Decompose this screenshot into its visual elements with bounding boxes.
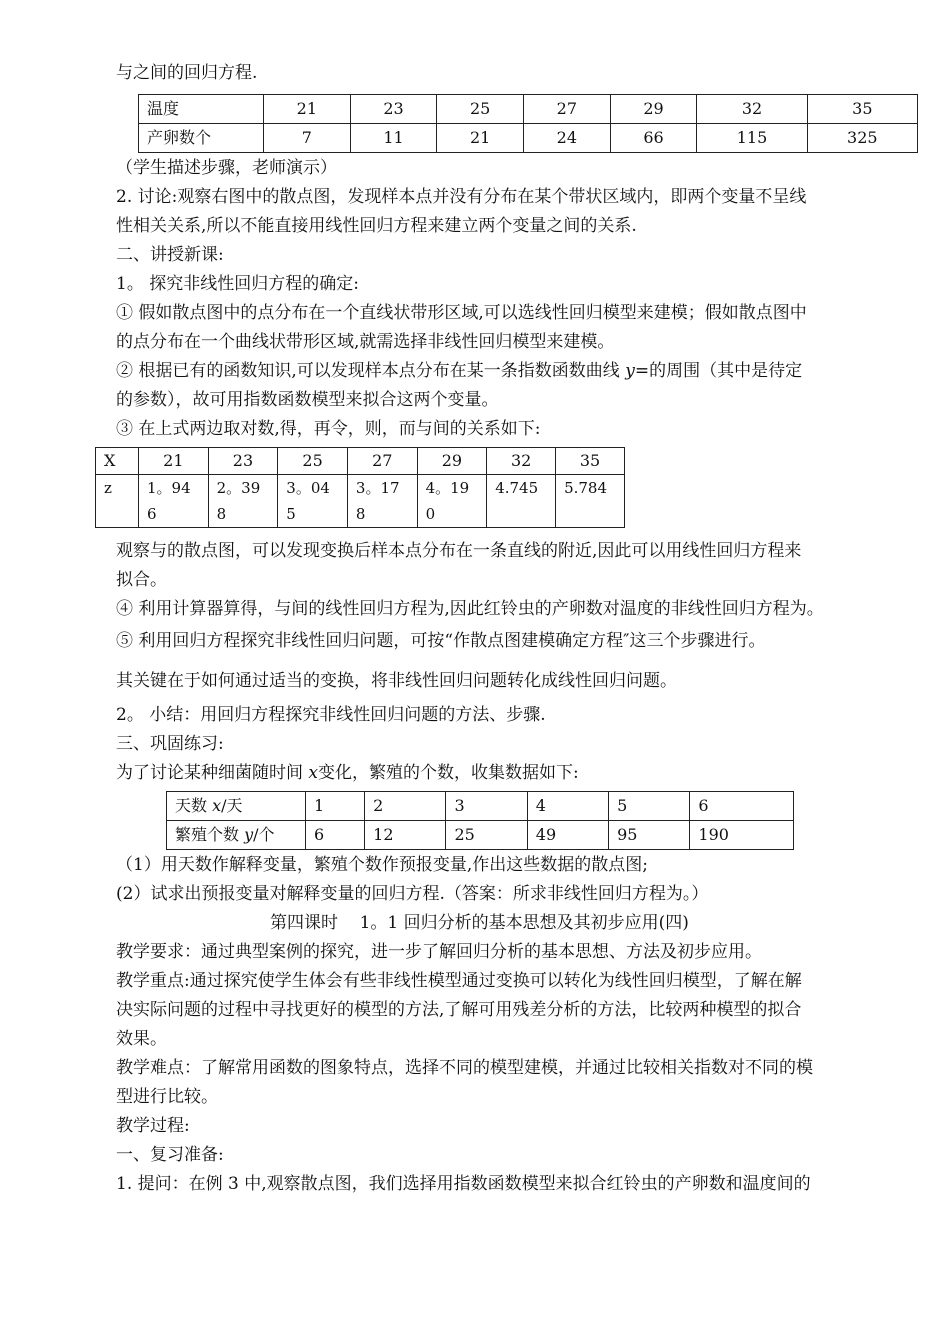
text-line: 拟合。 [116, 570, 167, 590]
cell-line: 5.784 [564, 479, 608, 497]
cell-line: 1。94 [147, 479, 191, 497]
table-cell: 5 [609, 792, 690, 821]
x-z-table [95, 447, 625, 528]
table-cell [556, 475, 625, 528]
text-line: 效果。 [116, 1029, 167, 1049]
table-cell: 1 [306, 792, 365, 821]
text-line [116, 360, 802, 382]
table-cell: 21 [139, 448, 209, 475]
table-cell: 温度 [139, 95, 264, 124]
table-cell [347, 475, 417, 528]
text-line: 与之间的回归方程. [116, 63, 258, 83]
table-cell [208, 475, 278, 528]
table-row [139, 95, 918, 124]
section-heading: 三、巩固练习: [116, 734, 224, 754]
table-row [139, 124, 918, 153]
table-cell: 325 [807, 124, 917, 153]
text-span: 天数 [175, 796, 213, 815]
section-heading: 二、讲授新课: [116, 245, 224, 265]
cell-line: 4。19 [425, 479, 470, 497]
text-line: 1. 提问：在例 3 中,观察散点图，我们选择用指数函数模型来拟合红铃虫的产卵数和温度间的 [116, 1174, 811, 1194]
table-cell [167, 821, 306, 850]
text-line: ① 假如散点图中的点分布在一个直线状带形区域,可以选线性回归模型来建模；假如散点图中 [116, 303, 807, 323]
temperature-egg-table [138, 94, 918, 153]
bacteria-table [166, 791, 794, 850]
text-span: 为了讨论某种细菌随时间 [116, 763, 309, 783]
cell-line: 3。17 [355, 479, 400, 497]
cell-line: 4.745 [495, 479, 539, 497]
text-line: 2。 小结：用回归方程探究非线性回归问题的方法、步骤. [116, 705, 546, 725]
cell-line: 2。39 [216, 479, 261, 497]
table-cell: 32 [487, 448, 556, 475]
table-cell: 27 [524, 95, 611, 124]
table-cell: 190 [690, 821, 794, 850]
cell-line: z [104, 479, 112, 497]
table-row [167, 821, 794, 850]
text-span: /个 [253, 825, 275, 844]
text-line: 观察与的散点图，可以发现变换后样本点分布在一条直线的附近,因此可以用线性回归方程来 [116, 541, 802, 561]
table-cell: 21 [264, 95, 351, 124]
text-line: ⑤ 利用回归方程探究非线性回归问题，可按“作散点图建模确定方程″这三个步骤进行。 [116, 631, 766, 651]
text-line: （学生描述步骤，老师演示） [116, 158, 337, 178]
table-cell: 6 [690, 792, 794, 821]
text-line: 其关键在于如何通过适当的变换，将非线性回归问题转化成线性回归问题。 [116, 671, 677, 691]
text-line: 2. 讨论:观察右图中的散点图，发现样本点并没有分布在某个带状区域内，即两个变量不呈线 [116, 187, 807, 207]
text-span: 繁殖个数 [175, 825, 245, 844]
table-cell: 66 [610, 124, 697, 153]
table-row [96, 475, 625, 528]
table-cell: 32 [697, 95, 807, 124]
text-span: /天 [221, 796, 243, 815]
table-cell: 产卵数个 [139, 124, 264, 153]
text-line: 1。 探究非线性回归方程的确定: [116, 274, 359, 294]
table-cell: 25 [446, 821, 527, 850]
table-cell: 29 [417, 448, 487, 475]
table-cell: 25 [278, 448, 348, 475]
cell-line: 5 [286, 505, 296, 523]
table-cell: 35 [807, 95, 917, 124]
table-cell: 95 [609, 821, 690, 850]
table-cell: 6 [306, 821, 365, 850]
table-cell [487, 475, 556, 528]
table-cell: 23 [350, 95, 437, 124]
table-cell: 25 [437, 95, 524, 124]
math-var: x [308, 763, 318, 783]
cell-line: 8 [216, 505, 227, 523]
table-cell: 24 [524, 124, 611, 153]
table-cell [278, 475, 348, 528]
lesson-title: 第四课时 1。1 回归分析的基本思想及其初步应用(四) [270, 913, 689, 933]
cell-line: 0 [425, 505, 436, 523]
text-line: 决实际问题的过程中寻找更好的模型的方法,了解可用残差分析的方法，比较两种模型的拟合 [116, 1000, 802, 1020]
text-line: 性相关关系,所以不能直接用线性回归方程来建立两个变量之间的关系. [116, 216, 637, 236]
section-heading: 一、复习准备: [116, 1145, 224, 1165]
text-line: 的参数），故可用指数函数模型来拟合这两个变量。 [116, 390, 499, 410]
table-cell: 27 [347, 448, 417, 475]
text-span: =的周围（其中是待定 [634, 361, 803, 381]
text-line: 的点分布在一个曲线状带形区域,就需选择非线性回归模型来建模。 [116, 332, 615, 352]
table-cell: 115 [697, 124, 807, 153]
table-cell: 7 [264, 124, 351, 153]
text-line: ④ 利用计算器算得，与间的线性回归方程为,因此红铃虫的产卵数对温度的非线性回归方程为。 [116, 599, 824, 619]
table-cell [167, 792, 306, 821]
text-line: 教学过程: [116, 1116, 190, 1136]
table-row [96, 448, 625, 475]
math-var: x [212, 796, 222, 815]
table-cell: 23 [208, 448, 278, 475]
table-cell: 3 [446, 792, 527, 821]
cell-line: 3。04 [286, 479, 330, 497]
text-span: ② 根据已有的函数知识,可以发现样本点分布在某一条指数函数曲线 [116, 361, 626, 381]
table-cell [96, 475, 139, 528]
table-cell: 4 [527, 792, 608, 821]
table-cell: X [96, 448, 139, 475]
table-cell: 49 [527, 821, 608, 850]
cell-line: 6 [147, 505, 157, 523]
table-cell: 11 [350, 124, 437, 153]
math-var: y [244, 825, 254, 844]
text-line: 型进行比较。 [116, 1087, 218, 1107]
text-line: ③ 在上式两边取对数,得，再令，则，而与间的关系如下: [116, 419, 541, 439]
table-cell [417, 475, 487, 528]
text-line: 教学要求：通过典型案例的探究，进一步了解回归分析的基本思想、方法及初步应用。 [116, 942, 762, 962]
text-span: 变化，繁殖的个数，收集数据如下: [318, 763, 579, 783]
table-cell: 29 [610, 95, 697, 124]
text-line: 教学难点：了解常用函数的图象特点，选择不同的模型建模，并通过比较相关指数对不同的模 [116, 1058, 813, 1078]
math-var: y [625, 361, 635, 381]
cell-line: 8 [355, 505, 366, 523]
text-line [116, 762, 579, 784]
table-cell: 12 [365, 821, 446, 850]
table-row [167, 792, 794, 821]
table-cell: 21 [437, 124, 524, 153]
text-line: 教学重点:通过探究使学生体会有些非线性模型通过变换可以转化为线性回归模型，了解在解 [116, 971, 802, 991]
table-cell: 35 [556, 448, 625, 475]
text-line: (2）试求出预报变量对解释变量的回归方程.（答案：所求非线性回归方程为。） [116, 884, 709, 904]
text-line: （1）用天数作解释变量，繁殖个数作预报变量,作出这些数据的散点图; [116, 855, 648, 875]
table-cell [139, 475, 209, 528]
table-cell: 2 [365, 792, 446, 821]
